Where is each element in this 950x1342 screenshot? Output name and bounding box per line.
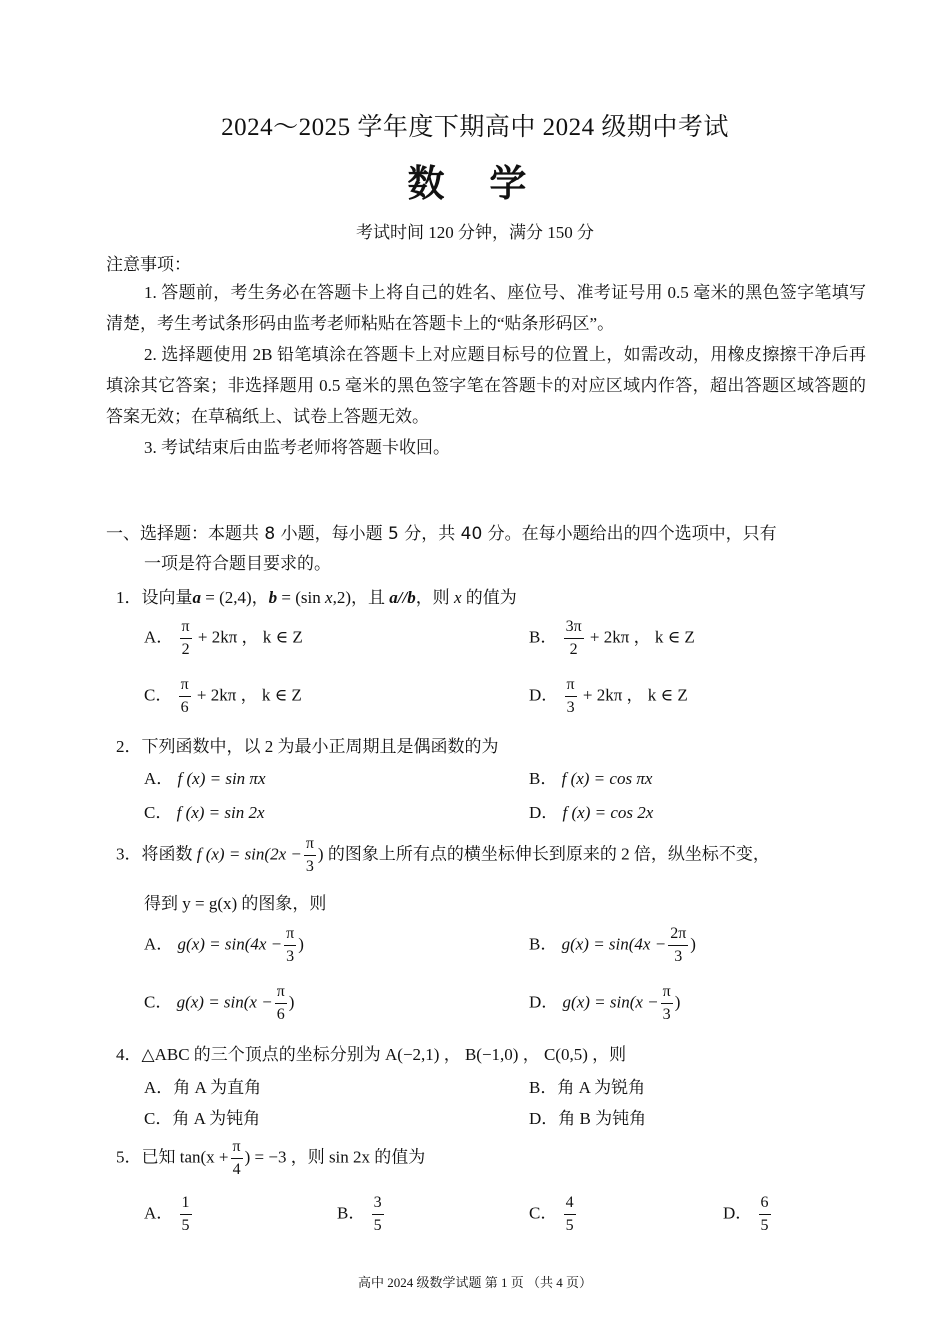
stem-text: △ABC 的三个顶点的坐标分别为 A(−2,1) ， B(−1,0) ， C(0,5) ，则 (141, 1045, 627, 1064)
vector-b: b (268, 588, 278, 607)
q5-option-c[interactable] (529, 1195, 578, 1234)
fraction (759, 1195, 771, 1234)
denominator: 2 (181, 641, 190, 658)
question-2-stem (116, 732, 499, 757)
option-text: g(x) = sin(x − (562, 992, 659, 1012)
option-label: A． (144, 769, 174, 788)
q5-option-d[interactable] (723, 1195, 773, 1234)
variable-x: x (325, 588, 333, 607)
option-label: A． (144, 627, 174, 647)
option-text: ) (690, 934, 696, 954)
option-condition: k ∈ Z (647, 685, 688, 705)
option-label: B． (529, 934, 558, 954)
function-expression: f (x) = sin(2x − (196, 844, 302, 864)
option-label: C． (144, 685, 173, 705)
fraction (668, 926, 688, 965)
option-text: f (x) = sin 2x (176, 803, 265, 822)
stem-text: = (sin (277, 588, 321, 607)
question-number: 1． (116, 588, 142, 607)
stem-text: ) = −3 ，则 sin 2x 的值为 (244, 1147, 426, 1167)
option-label: C． (144, 1109, 173, 1128)
option-label: A． (144, 1078, 174, 1097)
numerator: π (565, 677, 577, 697)
denominator: 6 (180, 699, 189, 716)
q3-option-b[interactable] (529, 926, 696, 965)
denominator: 3 (566, 699, 575, 716)
denominator: 6 (276, 1006, 285, 1023)
option-text: + 2kπ ， (589, 627, 651, 647)
fraction (180, 1195, 192, 1234)
denominator: 2 (569, 641, 578, 658)
denominator: 4 (232, 1161, 241, 1178)
option-label: D． (529, 803, 559, 822)
option-label: D． (529, 1109, 559, 1128)
option-text: f (x) = cos 2x (562, 803, 654, 822)
exam-info: 考试时间 120 分钟，满分 150 分 (356, 223, 594, 242)
option-label: C． (144, 803, 173, 822)
section-heading (106, 519, 866, 579)
subject-title: 数 学 (407, 162, 543, 205)
option-text: ) (288, 992, 295, 1012)
option-text: ) (298, 934, 304, 954)
note-item-2: 2. 选择题使用 2B 铅笔填涂在答题卡上对应题目标号的位置上，如需改动，用橡皮擦擦干净后再填涂其它答案；非选择题用 0.5 毫米的黑色签字笔在答题卡的对应区域内作答，超出答题区域答题的答案无效；在草稿纸上、试卷上答题无效。 (106, 345, 866, 426)
option-label: A． (144, 934, 174, 954)
stem-text: ) 的图象上所有点的横坐标伸长到原来的 2 倍，纵坐标不变， (317, 844, 770, 864)
q4-option-a[interactable] (144, 1073, 261, 1098)
numerator: 1 (180, 1195, 192, 1215)
q1-option-a[interactable] (144, 619, 303, 658)
exam-title: 2024～2025 学年度下期高中 2024 级期中考试 (221, 114, 729, 141)
option-label: A． (144, 1203, 174, 1223)
option-text: 角 A 为直角 (173, 1078, 262, 1097)
option-label: D． (529, 992, 559, 1012)
stem-text: ,2)，且 (332, 588, 390, 607)
question-4-stem (116, 1040, 626, 1065)
q3-option-d[interactable] (529, 984, 680, 1023)
fraction (304, 836, 316, 875)
numerator: 4 (564, 1195, 576, 1215)
q4-option-d[interactable] (529, 1104, 646, 1129)
option-condition: k ∈ Z (262, 627, 303, 647)
numerator: π (231, 1139, 243, 1159)
denominator: 5 (565, 1217, 574, 1234)
option-text: f (x) = cos πx (561, 769, 653, 788)
fraction (275, 984, 287, 1023)
q4-option-b[interactable] (529, 1073, 645, 1098)
q1-option-c[interactable] (144, 677, 302, 716)
option-label: B． (529, 1078, 558, 1097)
question-number: 3． (116, 844, 142, 864)
q4-option-c[interactable] (144, 1104, 260, 1129)
stem-text: 设向量 (141, 588, 193, 607)
numerator: π (179, 677, 191, 697)
q3-option-c[interactable] (144, 984, 294, 1023)
fraction (180, 619, 192, 658)
q2-option-b[interactable] (529, 764, 652, 789)
denominator: 3 (662, 1006, 671, 1023)
q5-option-b[interactable] (337, 1195, 386, 1234)
q5-option-a[interactable] (144, 1195, 194, 1234)
q1-option-d[interactable] (529, 677, 688, 716)
option-text: 角 A 为锐角 (557, 1078, 646, 1097)
q2-option-a[interactable] (144, 764, 266, 789)
option-label: C． (144, 992, 173, 1012)
stem-text: 下列函数中，以 2 为最小正周期且是偶函数的为 (141, 737, 499, 756)
option-text: + 2kπ ， (197, 627, 259, 647)
option-label: C． (529, 1203, 558, 1223)
fraction (231, 1139, 243, 1178)
numerator: π (661, 984, 673, 1004)
denominator: 3 (286, 948, 295, 965)
section-heading-line-1: 一、选择题：本题共 8 小题，每小题 5 分，共 40 分。在每小题给出的四个选项中，只有 (106, 524, 777, 544)
numerator: 6 (759, 1195, 771, 1215)
numerator: π (284, 926, 296, 946)
note-item-3: 3. 考试结束后由监考老师将答题卡收回。 (144, 438, 450, 457)
numerator: 3 (372, 1195, 384, 1215)
stem-text: = (2,4)， (201, 588, 269, 607)
fraction (661, 984, 673, 1023)
option-label: D． (529, 685, 559, 705)
fraction (564, 1195, 576, 1234)
question-3-stem-line-2: 得到 y = g(x) 的图象，则 (144, 894, 327, 913)
numerator: π (304, 836, 316, 856)
vector-a: a (389, 588, 398, 607)
fraction (564, 619, 584, 658)
option-text: 角 B 为钝角 (558, 1109, 647, 1128)
option-text: 角 A 为钝角 (172, 1109, 261, 1128)
q1-option-b[interactable] (529, 619, 695, 658)
denominator: 3 (305, 858, 314, 875)
option-label: B． (529, 769, 558, 788)
q2-option-c[interactable] (144, 798, 265, 823)
stem-text: ，则 (415, 588, 454, 607)
option-text: + 2kπ ， (196, 685, 258, 705)
variable-x: x (453, 588, 462, 607)
numerator: π (275, 984, 287, 1004)
numerator: π (180, 619, 192, 639)
option-condition: k ∈ Z (654, 627, 695, 647)
option-label: B． (337, 1203, 366, 1223)
vector-a: a (192, 588, 201, 607)
denominator: 5 (373, 1217, 382, 1234)
stem-text: 的值为 (461, 588, 517, 607)
section-heading-line-2: 一项是符合题目要求的。 (144, 554, 331, 574)
denominator: 5 (181, 1217, 190, 1234)
fraction (179, 677, 191, 716)
vector-b: b (407, 588, 416, 607)
option-text: + 2kπ ， (582, 685, 644, 705)
notes-heading: 注意事项： (106, 255, 191, 275)
question-number: 5． (116, 1147, 142, 1167)
denominator: 3 (674, 948, 683, 965)
note-item-1: 1. 答题前，考生务必在答题卡上将自己的姓名、座位号、准考证号用 0.5 毫米的黑色签字笔填写清楚，考生考试条形码由监考老师粘贴在答题卡上的“贴条形码区”。 (106, 283, 866, 333)
fraction (565, 677, 577, 716)
stem-text: 已知 tan(x + (141, 1147, 229, 1167)
option-label: B． (529, 627, 558, 647)
numerator: 3π (564, 619, 584, 639)
option-text: g(x) = sin(4x − (561, 934, 667, 954)
q3-option-a[interactable] (144, 926, 304, 965)
question-5-stem (116, 1139, 425, 1178)
fraction (284, 926, 296, 965)
option-text: f (x) = sin πx (177, 769, 266, 788)
fraction (372, 1195, 384, 1234)
question-3-stem (116, 836, 770, 875)
option-label: D． (723, 1203, 753, 1223)
option-text: g(x) = sin(4x − (177, 934, 283, 954)
denominator: 5 (760, 1217, 769, 1234)
question-number: 4． (116, 1045, 142, 1064)
option-text: g(x) = sin(x − (176, 992, 273, 1012)
page-footer: 高中 2024 级数学试题 第 1 页 （共 4 页） (357, 1275, 592, 1290)
option-text: ) (674, 992, 681, 1012)
question-1-stem (116, 583, 517, 608)
q2-option-d[interactable] (529, 798, 653, 823)
numerator: 2π (668, 926, 688, 946)
parallel-symbol: // (397, 588, 408, 607)
question-number: 2． (116, 737, 142, 756)
stem-text: 将函数 (141, 844, 197, 864)
option-condition: k ∈ Z (261, 685, 302, 705)
